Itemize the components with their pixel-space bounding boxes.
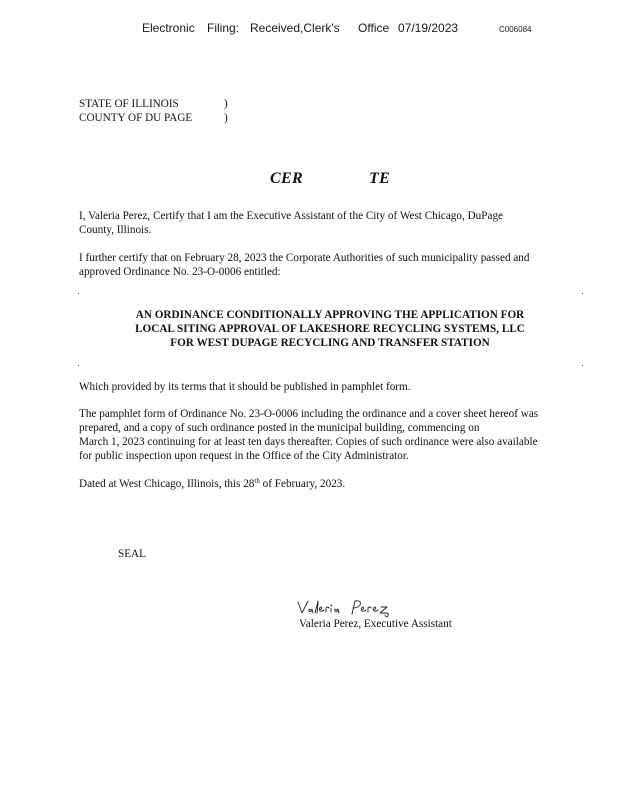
venue-county: COUNTY OF DU PAGE: [79, 112, 193, 124]
paragraph-line: County, Illinois.: [79, 224, 152, 236]
ordinance-title-line: LOCAL SITING APPROVAL OF LAKESHORE RECYCLING SYSTEMS, LLC: [135, 323, 525, 335]
signature-printed-name: Valeria Perez, Executive Assistant: [299, 618, 452, 630]
filing-stamp-electronic: Electronic: [142, 21, 195, 35]
filing-stamp-date: 07/19/2023: [398, 21, 459, 35]
title-part-1: CER: [270, 170, 303, 187]
venue-state-bracket: ): [224, 98, 228, 110]
divider-mark: [78, 293, 79, 294]
paragraph-line: approved Ordinance No. 23-O-0006 entitled:: [79, 266, 281, 278]
seal-label: SEAL: [118, 548, 146, 560]
ordinance-title-line: FOR WEST DUPAGE RECYCLING AND TRANSFER STATION: [170, 337, 490, 349]
divider-mark: [78, 365, 79, 366]
paragraph-line: March 1, 2023 continuing for at least ten days thereafter. Copies of such ordinance were also available: [79, 436, 538, 448]
paragraph-passage: [79, 251, 585, 279]
paragraph-publication: [79, 380, 585, 394]
paragraph-line: The pamphlet form of Ordinance No. 23-O-0006 including the ordinance and a cover sheet hereof was: [79, 408, 539, 420]
dated-suffix: of February, 2023.: [259, 478, 346, 490]
dated-line: [79, 477, 585, 491]
ordinance-title: [80, 308, 580, 350]
paragraph-line: I, Valeria Perez, Certify that I am the Executive Assistant of the City of West Chicago, DuPage: [79, 210, 504, 222]
title-part-2: TE: [369, 170, 391, 187]
signature-handwritten: [296, 598, 398, 618]
filing-stamp-received: Received,Clerk's: [250, 21, 340, 35]
paragraph-pamphlet: [79, 407, 585, 463]
dated-prefix: Dated at West Chicago, Illinois, this 28: [79, 478, 255, 490]
venue-county-bracket: ): [224, 112, 228, 124]
filing-stamp-office: Office: [358, 21, 390, 35]
divider-mark: [582, 365, 583, 366]
ordinance-title-line: AN ORDINANCE CONDITIONALLY APPROVING THE APPLICATION FOR: [135, 309, 525, 321]
paragraph-certification: [79, 209, 585, 237]
divider-mark: [582, 293, 583, 294]
paragraph-line: Which provided by its terms that it should be published in pamphlet form.: [79, 381, 411, 393]
filing-stamp-code: C006084: [499, 25, 532, 34]
dated-ordinal: th: [254, 477, 260, 485]
venue-state: STATE OF ILLINOIS: [79, 98, 179, 110]
paragraph-line: I further certify that on February 28, 2023 the Corporate Authorities of such municipality passed and: [79, 252, 530, 264]
filing-stamp-filing: Filing:: [207, 21, 240, 35]
paragraph-line: for public inspection upon request in the Office of the City Administrator.: [79, 450, 409, 462]
paragraph-line: prepared, and a copy of such ordinance posted in the municipal building, commencing on: [79, 422, 480, 434]
